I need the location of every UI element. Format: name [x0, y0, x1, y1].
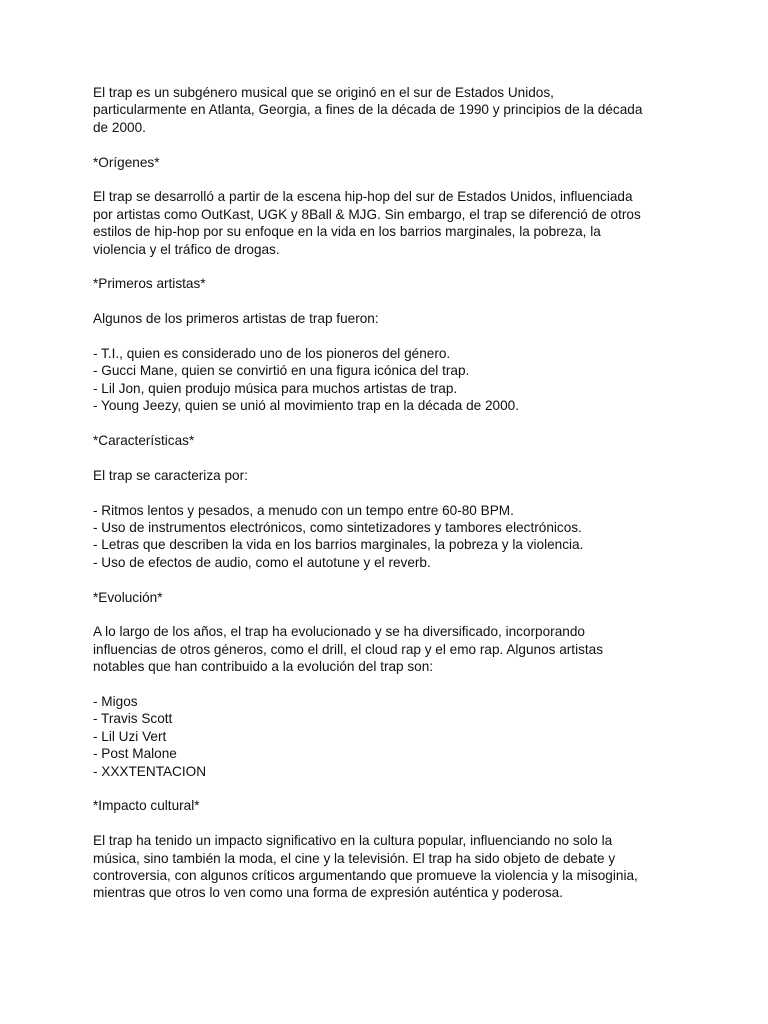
paragraph-origenes	[93, 188, 683, 258]
list-item: - Letras que describen la vida en los barrios marginales, la pobreza y la violencia.	[93, 537, 584, 553]
intro-paragraph	[93, 84, 683, 136]
text-line: de 2000.	[93, 119, 146, 135]
text-line: El trap ha tenido un impacto significativo en la cultura popular, influenciando no solo la	[93, 833, 613, 849]
text-line: violencia y el tráfico de drogas.	[93, 241, 280, 257]
text-line: estilos de hip-hop por su enfoque en la vida en los barrios marginales, la pobreza, la	[93, 224, 601, 240]
list-item: - Uso de efectos de audio, como el autotune y el reverb.	[93, 554, 431, 570]
paragraph-evolucion	[93, 623, 683, 675]
text-line: mientras que otros lo ven como una forma de expresión auténtica y poderosa.	[93, 885, 564, 901]
section-heading-origenes: *Orígenes*	[93, 154, 160, 170]
text-line: El trap es un subgénero musical que se originó en el sur de Estados Unidos,	[93, 85, 554, 100]
list-item: - Travis Scott	[93, 711, 173, 727]
list-caracteristicas	[93, 502, 683, 572]
list-item: - Lil Jon, quien produjo música para muchos artistas de trap.	[93, 380, 458, 396]
list-item: - Uso de instrumentos electrónicos, como sintetizadores y tambores electrónicos.	[93, 520, 582, 536]
text-line: influencias de otros géneros, como el drill, el cloud rap y el emo rap. Algunos artistas	[93, 641, 604, 657]
section-heading-impacto-cultural: *Impacto cultural*	[93, 798, 200, 814]
text-line: particularmente en Atlanta, Georgia, a fines de la década de 1990 y principios de la década	[93, 102, 643, 118]
section-heading-primeros-artistas: *Primeros artistas*	[93, 276, 206, 292]
list-item: - T.I., quien es considerado uno de los pioneros del género.	[93, 346, 451, 362]
list-item: - Gucci Mane, quien se convirtió en una figura icónica del trap.	[93, 363, 470, 379]
section-heading-evolucion: *Evolución*	[93, 589, 163, 605]
list-item: - Migos	[93, 694, 138, 710]
text-line: por artistas como OutKast, UGK y 8Ball & MJG. Sin embargo, el trap se diferenció de otros	[93, 206, 641, 222]
list-item: - Ritmos lentos y pesados, a menudo con un tempo entre 60-80 BPM.	[93, 502, 514, 518]
list-item: - XXXTENTACION	[93, 763, 207, 779]
text-line: controversia, con algunos críticos argumentando que promueve la violencia y la misoginia,	[93, 868, 638, 884]
list-evolucion	[93, 693, 683, 780]
list-item: - Young Jeezy, quien se unió al movimiento trap en la década de 2000.	[93, 398, 519, 414]
text-line: notables que han contribuido a la evolución del trap son:	[93, 659, 434, 675]
paragraph-primeros-artistas: Algunos de los primeros artistas de trap fueron:	[93, 311, 379, 327]
text-line: El trap se desarrolló a partir de la escena hip-hop del sur de Estados Unidos, influenciada	[93, 189, 633, 205]
paragraph-impacto-cultural	[93, 832, 683, 902]
paragraph-caracteristicas: El trap se caracteriza por:	[93, 467, 248, 483]
list-primeros-artistas	[93, 345, 683, 415]
document-page	[93, 84, 683, 902]
list-item: - Lil Uzi Vert	[93, 728, 167, 744]
text-line: música, sino también la moda, el cine y la televisión. El trap ha sido objeto de debate y	[93, 850, 616, 866]
section-heading-caracteristicas: *Características*	[93, 433, 195, 449]
list-item: - Post Malone	[93, 746, 177, 762]
text-line: A lo largo de los años, el trap ha evolucionado y se ha diversificado, incorporando	[93, 624, 585, 640]
